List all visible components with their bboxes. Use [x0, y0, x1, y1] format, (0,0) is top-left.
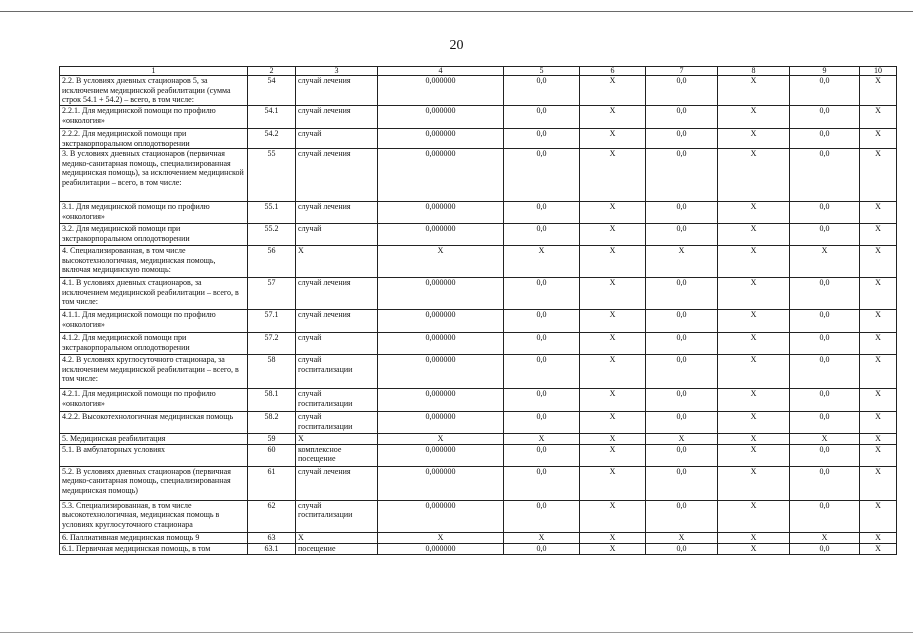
- table-cell-col-1: 6.1. Первичная медицинская помощь, в том: [60, 543, 248, 554]
- table-cell-col-4: 0,000000: [378, 412, 504, 434]
- table-cell-col-6: X: [580, 76, 646, 106]
- table-cell-col-9: 0,0: [790, 310, 860, 333]
- table-cell-col-9: 0,0: [790, 412, 860, 434]
- table-cell-col-6: X: [580, 224, 646, 246]
- table-cell-col-10: X: [860, 106, 897, 129]
- table-cell-col-3: случай лечения: [296, 149, 378, 202]
- table-cell-col-2: 54: [248, 76, 296, 106]
- table-cell-col-6: X: [580, 543, 646, 554]
- column-header: 3: [296, 67, 378, 76]
- column-header: 5: [504, 67, 580, 76]
- table-cell-col-7: 0,0: [646, 333, 718, 355]
- table-row: [60, 310, 897, 333]
- table-cell-col-4: 0,000000: [378, 106, 504, 129]
- table-cell-col-8: X: [718, 246, 790, 278]
- table-cell-col-9: X: [790, 532, 860, 543]
- table-cell-col-1: 4.1.1. Для медицинской помощи по профилю «онкология»: [60, 310, 248, 333]
- table-cell-col-5: 0,0: [504, 543, 580, 554]
- table-cell-col-8: X: [718, 202, 790, 224]
- table-cell-col-5: 0,0: [504, 500, 580, 532]
- table-cell-col-6: X: [580, 444, 646, 466]
- table-cell-col-7: 0,0: [646, 543, 718, 554]
- table-cell-col-1: 4. Специализированная, в том числе высокотехнологичная, медицинская помощь, включая медицинскую помощь:: [60, 246, 248, 278]
- column-header: 1: [60, 67, 248, 76]
- table-cell-col-3: случай лечения: [296, 106, 378, 129]
- table-cell-col-10: X: [860, 389, 897, 412]
- table-cell-col-2: 55: [248, 149, 296, 202]
- table-cell-col-7: 0,0: [646, 129, 718, 149]
- table-cell-col-1: 4.1.2. Для медицинской помощи при экстракорпоральном оплодотворении: [60, 333, 248, 355]
- table-cell-col-8: X: [718, 333, 790, 355]
- table-cell-col-3: X: [296, 532, 378, 543]
- table-cell-col-10: X: [860, 444, 897, 466]
- table-cell-col-3: случай лечения: [296, 202, 378, 224]
- table-cell-col-9: 0,0: [790, 444, 860, 466]
- table-row: [60, 355, 897, 389]
- table-cell-col-6: X: [580, 149, 646, 202]
- table-cell-col-9: 0,0: [790, 202, 860, 224]
- table-cell-col-9: 0,0: [790, 543, 860, 554]
- column-number-row: [60, 67, 897, 76]
- table-row: [60, 412, 897, 434]
- table-cell-col-3: случай госпитализации: [296, 500, 378, 532]
- table-cell-col-8: X: [718, 149, 790, 202]
- table-cell-col-6: X: [580, 412, 646, 434]
- table-cell-col-8: X: [718, 434, 790, 445]
- table-cell-col-5: 0,0: [504, 76, 580, 106]
- table-cell-col-2: 58: [248, 355, 296, 389]
- table-cell-col-4: X: [378, 246, 504, 278]
- table-cell-col-8: X: [718, 412, 790, 434]
- table-cell-col-10: X: [860, 412, 897, 434]
- table-cell-col-2: 55.2: [248, 224, 296, 246]
- table-cell-col-3: случай: [296, 224, 378, 246]
- table-cell-col-7: 0,0: [646, 355, 718, 389]
- table-row: [60, 246, 897, 278]
- table-cell-col-10: X: [860, 532, 897, 543]
- table-cell-col-9: X: [790, 434, 860, 445]
- table-cell-col-6: X: [580, 500, 646, 532]
- table-cell-col-1: 3.1. Для медицинской помощи по профилю «онкология»: [60, 202, 248, 224]
- table-cell-col-2: 58.1: [248, 389, 296, 412]
- table-cell-col-4: 0,000000: [378, 444, 504, 466]
- table-cell-col-5: 0,0: [504, 278, 580, 310]
- table-cell-col-4: 0,000000: [378, 149, 504, 202]
- table-cell-col-2: 55.1: [248, 202, 296, 224]
- table-cell-col-6: X: [580, 333, 646, 355]
- table-cell-col-4: X: [378, 434, 504, 445]
- table-cell-col-6: X: [580, 246, 646, 278]
- table-cell-col-7: 0,0: [646, 149, 718, 202]
- table-row: [60, 543, 897, 554]
- table-cell-col-3: случай лечения: [296, 278, 378, 310]
- table-cell-col-8: X: [718, 466, 790, 500]
- column-header: 6: [580, 67, 646, 76]
- table-row: [60, 444, 897, 466]
- table-cell-col-9: 0,0: [790, 76, 860, 106]
- table-row: [60, 76, 897, 106]
- table-cell-col-10: X: [860, 202, 897, 224]
- table-cell-col-5: 0,0: [504, 149, 580, 202]
- table-cell-col-4: 0,000000: [378, 202, 504, 224]
- table-cell-col-7: 0,0: [646, 444, 718, 466]
- table-cell-col-10: X: [860, 434, 897, 445]
- table-row: [60, 149, 897, 202]
- table-cell-col-6: X: [580, 278, 646, 310]
- table-cell-col-7: X: [646, 532, 718, 543]
- table-cell-col-9: X: [790, 246, 860, 278]
- table-cell-col-10: X: [860, 278, 897, 310]
- table-cell-col-10: X: [860, 310, 897, 333]
- table-cell-col-6: X: [580, 129, 646, 149]
- table-cell-col-8: X: [718, 389, 790, 412]
- table-cell-col-9: 0,0: [790, 224, 860, 246]
- table-cell-col-2: 59: [248, 434, 296, 445]
- table-cell-col-7: 0,0: [646, 278, 718, 310]
- table-cell-col-8: X: [718, 355, 790, 389]
- table-cell-col-6: X: [580, 310, 646, 333]
- table-cell-col-1: 4.2. В условиях круглосуточного стационара, за исключением медицинской реабилитации – всего, в том числе:: [60, 355, 248, 389]
- table-cell-col-4: 0,000000: [378, 333, 504, 355]
- table-cell-col-8: X: [718, 310, 790, 333]
- table-cell-col-6: X: [580, 355, 646, 389]
- table-cell-col-2: 58.2: [248, 412, 296, 434]
- table-cell-col-7: X: [646, 434, 718, 445]
- table-cell-col-4: 0,000000: [378, 500, 504, 532]
- table-cell-col-8: X: [718, 76, 790, 106]
- table-cell-col-4: 0,000000: [378, 389, 504, 412]
- table-cell-col-9: 0,0: [790, 333, 860, 355]
- table-cell-col-10: X: [860, 500, 897, 532]
- table-cell-col-5: 0,0: [504, 310, 580, 333]
- table-cell-col-2: 63.1: [248, 543, 296, 554]
- table-cell-col-10: X: [860, 129, 897, 149]
- table-cell-col-9: 0,0: [790, 355, 860, 389]
- table-cell-col-5: 0,0: [504, 333, 580, 355]
- table-cell-col-2: 56: [248, 246, 296, 278]
- table-row: [60, 389, 897, 412]
- table-cell-col-5: 0,0: [504, 224, 580, 246]
- table-cell-col-10: X: [860, 333, 897, 355]
- table-cell-col-4: 0,000000: [378, 76, 504, 106]
- table-cell-col-10: X: [860, 76, 897, 106]
- table-cell-col-7: 0,0: [646, 500, 718, 532]
- table-cell-col-3: случай госпитализации: [296, 355, 378, 389]
- table-cell-col-1: 2.2.2. Для медицинской помощи при экстракорпоральном оплодотворении: [60, 129, 248, 149]
- table-cell-col-5: X: [504, 434, 580, 445]
- table-cell-col-10: X: [860, 466, 897, 500]
- table-cell-col-1: 5. Медицинская реабилитация: [60, 434, 248, 445]
- table-row: [60, 202, 897, 224]
- table-cell-col-7: 0,0: [646, 389, 718, 412]
- table-cell-col-2: 54.1: [248, 106, 296, 129]
- table-cell-col-10: X: [860, 246, 897, 278]
- table-cell-col-6: X: [580, 434, 646, 445]
- table-cell-col-10: X: [860, 149, 897, 202]
- table-row: [60, 500, 897, 532]
- table-cell-col-5: X: [504, 532, 580, 543]
- table-cell-col-3: случай госпитализации: [296, 412, 378, 434]
- table-cell-col-5: X: [504, 246, 580, 278]
- table-cell-col-5: 0,0: [504, 355, 580, 389]
- table-cell-col-10: X: [860, 224, 897, 246]
- table-cell-col-1: 5.3. Специализированная, в том числе высокотехнологичная, медицинская помощь в условиях круглосуточного стационара: [60, 500, 248, 532]
- table-cell-col-8: X: [718, 444, 790, 466]
- table-row: [60, 434, 897, 445]
- table-cell-col-4: 0,000000: [378, 355, 504, 389]
- data-table: [59, 66, 897, 555]
- table-cell-col-1: 4.2.2. Высокотехнологичная медицинская помощь: [60, 412, 248, 434]
- table-cell-col-9: 0,0: [790, 500, 860, 532]
- table-cell-col-9: 0,0: [790, 106, 860, 129]
- table-cell-col-2: 57: [248, 278, 296, 310]
- table-cell-col-2: 61: [248, 466, 296, 500]
- table-cell-col-6: X: [580, 389, 646, 412]
- table-cell-col-7: 0,0: [646, 202, 718, 224]
- table-row: [60, 278, 897, 310]
- table-cell-col-5: 0,0: [504, 444, 580, 466]
- table-cell-col-2: 63: [248, 532, 296, 543]
- column-header: 10: [860, 67, 897, 76]
- page-number: 20: [449, 38, 464, 53]
- bottom-rule: [0, 632, 913, 633]
- table-cell-col-1: 4.2.1. Для медицинской помощи по профилю «онкология»: [60, 389, 248, 412]
- column-header: 2: [248, 67, 296, 76]
- column-header: 9: [790, 67, 860, 76]
- table-cell-col-5: 0,0: [504, 106, 580, 129]
- table-cell-col-9: 0,0: [790, 389, 860, 412]
- table-cell-col-4: 0,000000: [378, 466, 504, 500]
- table-row: [60, 224, 897, 246]
- table-cell-col-7: 0,0: [646, 224, 718, 246]
- table-cell-col-5: 0,0: [504, 389, 580, 412]
- table-cell-col-4: 0,000000: [378, 543, 504, 554]
- table-cell-col-1: 5.1. В амбулаторных условиях: [60, 444, 248, 466]
- table-cell-col-6: X: [580, 532, 646, 543]
- table-cell-col-6: X: [580, 202, 646, 224]
- table-cell-col-10: X: [860, 543, 897, 554]
- top-rule: [0, 11, 913, 12]
- table-cell-col-1: 3. В условиях дневных стационаров (первичная медико-санитарная помощь, специализированная медицинская помощь), за исключением медицинской реабилитации – всего, в том числе:: [60, 149, 248, 202]
- table-cell-col-3: случай лечения: [296, 310, 378, 333]
- table-cell-col-9: 0,0: [790, 278, 860, 310]
- table-cell-col-7: 0,0: [646, 466, 718, 500]
- table-cell-col-1: 2.2.1. Для медицинской помощи по профилю «онкология»: [60, 106, 248, 129]
- table-cell-col-3: случай госпитализации: [296, 389, 378, 412]
- table-cell-col-1: 3.2. Для медицинской помощи при экстракорпоральном оплодотворении: [60, 224, 248, 246]
- table-cell-col-1: 2.2. В условиях дневных стационаров 5, за исключением медицинской реабилитации (сумма строк 54.1 + 54.2) – всего, в том числе:: [60, 76, 248, 106]
- table-cell-col-3: случай: [296, 333, 378, 355]
- column-header: 8: [718, 67, 790, 76]
- table-cell-col-3: комплексное посещение: [296, 444, 378, 466]
- column-header: 4: [378, 67, 504, 76]
- table-cell-col-3: X: [296, 434, 378, 445]
- table-cell-col-4: X: [378, 532, 504, 543]
- table-cell-col-1: 6. Паллиативная медицинская помощь 9: [60, 532, 248, 543]
- table-cell-col-2: 60: [248, 444, 296, 466]
- table-cell-col-10: X: [860, 355, 897, 389]
- table-cell-col-4: 0,000000: [378, 278, 504, 310]
- table-cell-col-9: 0,0: [790, 129, 860, 149]
- table-cell-col-7: 0,0: [646, 76, 718, 106]
- table-cell-col-5: 0,0: [504, 466, 580, 500]
- table-cell-col-8: X: [718, 500, 790, 532]
- table-cell-col-5: 0,0: [504, 129, 580, 149]
- table-cell-col-5: 0,0: [504, 202, 580, 224]
- table-cell-col-8: X: [718, 278, 790, 310]
- table-cell-col-8: X: [718, 224, 790, 246]
- table-cell-col-2: 62: [248, 500, 296, 532]
- table-cell-col-8: X: [718, 106, 790, 129]
- table-cell-col-7: 0,0: [646, 106, 718, 129]
- table-cell-col-3: случай лечения: [296, 76, 378, 106]
- table-cell-col-2: 57.2: [248, 333, 296, 355]
- table-cell-col-3: случай лечения: [296, 466, 378, 500]
- table-cell-col-8: X: [718, 129, 790, 149]
- table-row: [60, 532, 897, 543]
- table-cell-col-3: X: [296, 246, 378, 278]
- table-cell-col-7: 0,0: [646, 412, 718, 434]
- table-row: [60, 129, 897, 149]
- table-cell-col-1: 5.2. В условиях дневных стационаров (первичная медико-санитарная помощь, специализированная медицинская помощь): [60, 466, 248, 500]
- table-cell-col-5: 0,0: [504, 412, 580, 434]
- table-cell-col-3: случай: [296, 129, 378, 149]
- table-cell-col-9: 0,0: [790, 149, 860, 202]
- table-cell-col-2: 57.1: [248, 310, 296, 333]
- table-cell-col-6: X: [580, 106, 646, 129]
- table-row: [60, 333, 897, 355]
- table-cell-col-4: 0,000000: [378, 310, 504, 333]
- table-row: [60, 466, 897, 500]
- table-cell-col-7: X: [646, 246, 718, 278]
- table-row: [60, 106, 897, 129]
- column-header: 7: [646, 67, 718, 76]
- table-cell-col-3: посещение: [296, 543, 378, 554]
- table-cell-col-8: X: [718, 543, 790, 554]
- table-cell-col-4: 0,000000: [378, 129, 504, 149]
- table-cell-col-4: 0,000000: [378, 224, 504, 246]
- table-cell-col-7: 0,0: [646, 310, 718, 333]
- table-cell-col-2: 54.2: [248, 129, 296, 149]
- table-cell-col-8: X: [718, 532, 790, 543]
- table-cell-col-6: X: [580, 466, 646, 500]
- table-cell-col-9: 0,0: [790, 466, 860, 500]
- table-cell-col-1: 4.1. В условиях дневных стационаров, за исключением медицинской реабилитации – всего, в том числе:: [60, 278, 248, 310]
